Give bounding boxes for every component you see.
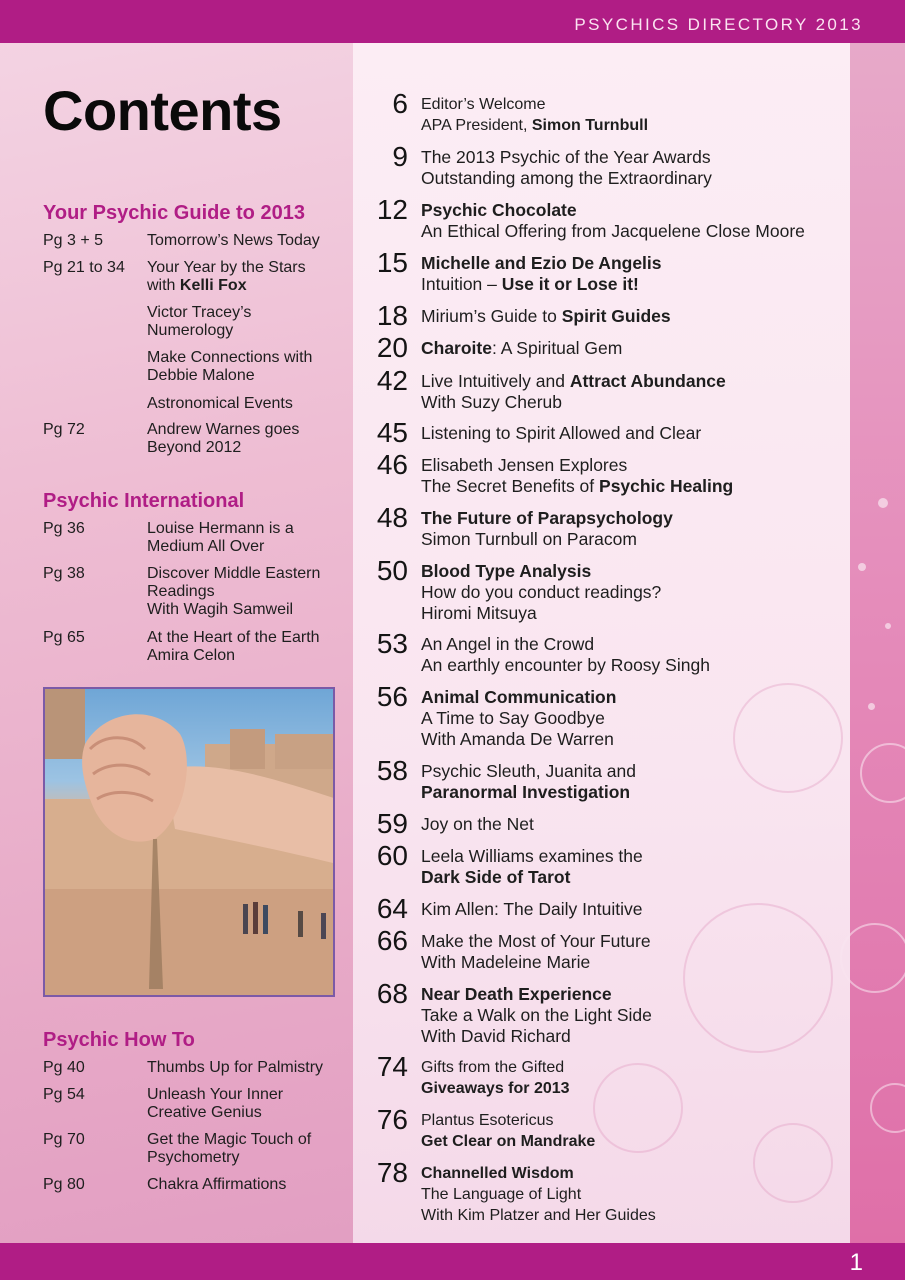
section-title: Psychic International — [43, 490, 245, 512]
entry-page: Pg 38 — [43, 565, 85, 582]
entry-page-number: 42 — [376, 365, 408, 396]
entry-text: Psychic Chocolate An Ethical Offering from Jacquelene Close Moore — [421, 200, 805, 241]
entry-text: Joy on the Net — [421, 814, 534, 834]
entry-description: Louise Hermann is a Medium All Over — [147, 520, 294, 555]
entry-description: Make Connections with Debbie Malone — [147, 349, 313, 384]
entry-page-number: 78 — [376, 1157, 408, 1188]
hand-sand-photo — [43, 687, 335, 997]
entry-page: Pg 54 — [43, 1086, 85, 1103]
entry-description: Get the Magic Touch of Psychometry — [147, 1131, 312, 1166]
entry-page-number: 18 — [376, 300, 408, 331]
entry-text: Mirium’s Guide to Spirit Guides — [421, 306, 671, 326]
entry-page-number: 56 — [376, 681, 408, 712]
entry-page-number: 68 — [376, 978, 408, 1009]
entry-description: Astronomical Events — [147, 395, 293, 412]
entry-page-number: 15 — [376, 247, 408, 278]
section-title: Your Psychic Guide to 2013 — [43, 202, 305, 224]
entry-page-number: 58 — [376, 755, 408, 786]
entry-page-number: 53 — [376, 628, 408, 659]
entry-page-number: 60 — [376, 840, 408, 871]
page-title: Contents — [43, 79, 282, 142]
decorative-edge — [850, 43, 905, 1243]
entry-page-number: 59 — [376, 808, 408, 839]
entry-description: Tomorrow’s News Today — [147, 232, 320, 249]
entry-text: Charoite: A Spiritual Gem — [421, 338, 623, 358]
entry-page-number: 12 — [376, 194, 408, 225]
page-number: 1 — [849, 1249, 863, 1276]
entry-page: Pg 80 — [43, 1176, 85, 1193]
entry-text: Michelle and Ezio De Angelis Intuition – Use it or Lose it! — [421, 253, 662, 294]
entry-text: Leela Williams examines the Dark Side of Tarot — [421, 846, 643, 887]
entry-page-number: 6 — [392, 88, 408, 119]
entry-page-number: 46 — [376, 449, 408, 480]
entry-page: Pg 21 to 34 — [43, 259, 125, 276]
entry-text: The Future of Parapsychology Simon Turnbull on Paracom — [421, 508, 673, 549]
entry-page-number: 50 — [376, 555, 408, 586]
entry-text: Near Death Experience Take a Walk on the Light Side With David Richard — [421, 984, 652, 1046]
entry-description: Thumbs Up for Palmistry — [147, 1059, 324, 1076]
entry-page: Pg 36 — [43, 520, 85, 537]
entry-text: Blood Type Analysis How do you conduct readings? Hiromi Mitsuya — [421, 561, 662, 623]
entry-description: Discover Middle Eastern Readings With Wagih Samweil — [147, 565, 321, 618]
entry-page-number: 64 — [376, 893, 408, 924]
entry-description: Chakra Affirmations — [147, 1176, 287, 1193]
entry-text: Plantus Esotericus Get Clear on Mandrake — [421, 1112, 596, 1150]
entry-page-number: 45 — [376, 417, 408, 448]
entry-page: Pg 65 — [43, 629, 85, 646]
entry-page-number: 76 — [376, 1104, 408, 1135]
top-bar — [0, 0, 905, 43]
entry-text: The 2013 Psychic of the Year Awards Outstanding among the Extraordinary — [421, 147, 712, 188]
entry-text: Listening to Spirit Allowed and Clear — [421, 423, 702, 443]
entry-text: An Angel in the Crowd An earthly encounter by Roosy Singh — [421, 634, 710, 675]
entry-text: Channelled Wisdom The Language of Light With Kim Platzer and Her Guides — [421, 1165, 656, 1224]
entry-page-number: 20 — [376, 332, 408, 363]
entry-page-number: 66 — [376, 925, 408, 956]
entry-description: At the Heart of the Earth Amira Celon — [147, 629, 320, 664]
entry-page: Pg 72 — [43, 421, 85, 438]
bottom-bar — [0, 1243, 905, 1280]
entry-description: Unleash Your Inner Creative Genius — [147, 1086, 284, 1121]
entry-page-number: 9 — [392, 141, 408, 172]
entry-text: Kim Allen: The Daily Intuitive — [421, 899, 643, 919]
entry-text: Psychic Sleuth, Juanita and Paranormal Investigation — [421, 761, 636, 802]
entry-text: Animal Communication A Time to Say Goodbye With Amanda De Warren — [421, 687, 617, 749]
entry-page-number: 48 — [376, 502, 408, 533]
entry-page: Pg 70 — [43, 1131, 85, 1148]
entry-page-number: 74 — [376, 1051, 408, 1082]
entry-text: Live Intuitively and Attract Abundance With Suzy Cherub — [421, 371, 726, 412]
entry-description: Victor Tracey’s Numerology — [147, 304, 252, 339]
entry-text: Gifts from the Gifted Giveaways for 2013 — [421, 1059, 570, 1097]
entry-text: Make the Most of Your Future With Madeleine Marie — [421, 931, 651, 972]
entry-text: Editor’s Welcome APA President, Simon Turnbull — [421, 96, 649, 134]
entry-description: Andrew Warnes goes Beyond 2012 — [147, 421, 300, 456]
entry-text: Elisabeth Jensen Explores The Secret Benefits of Psychic Healing — [421, 455, 734, 496]
header-title: PSYCHICS DIRECTORY 2013 — [574, 15, 863, 34]
entry-page: Pg 3 + 5 — [43, 232, 104, 249]
entry-page: Pg 40 — [43, 1059, 85, 1076]
section-title: Psychic How To — [43, 1029, 195, 1051]
entry-description: Your Year by the Stars with Kelli Fox — [147, 259, 306, 294]
